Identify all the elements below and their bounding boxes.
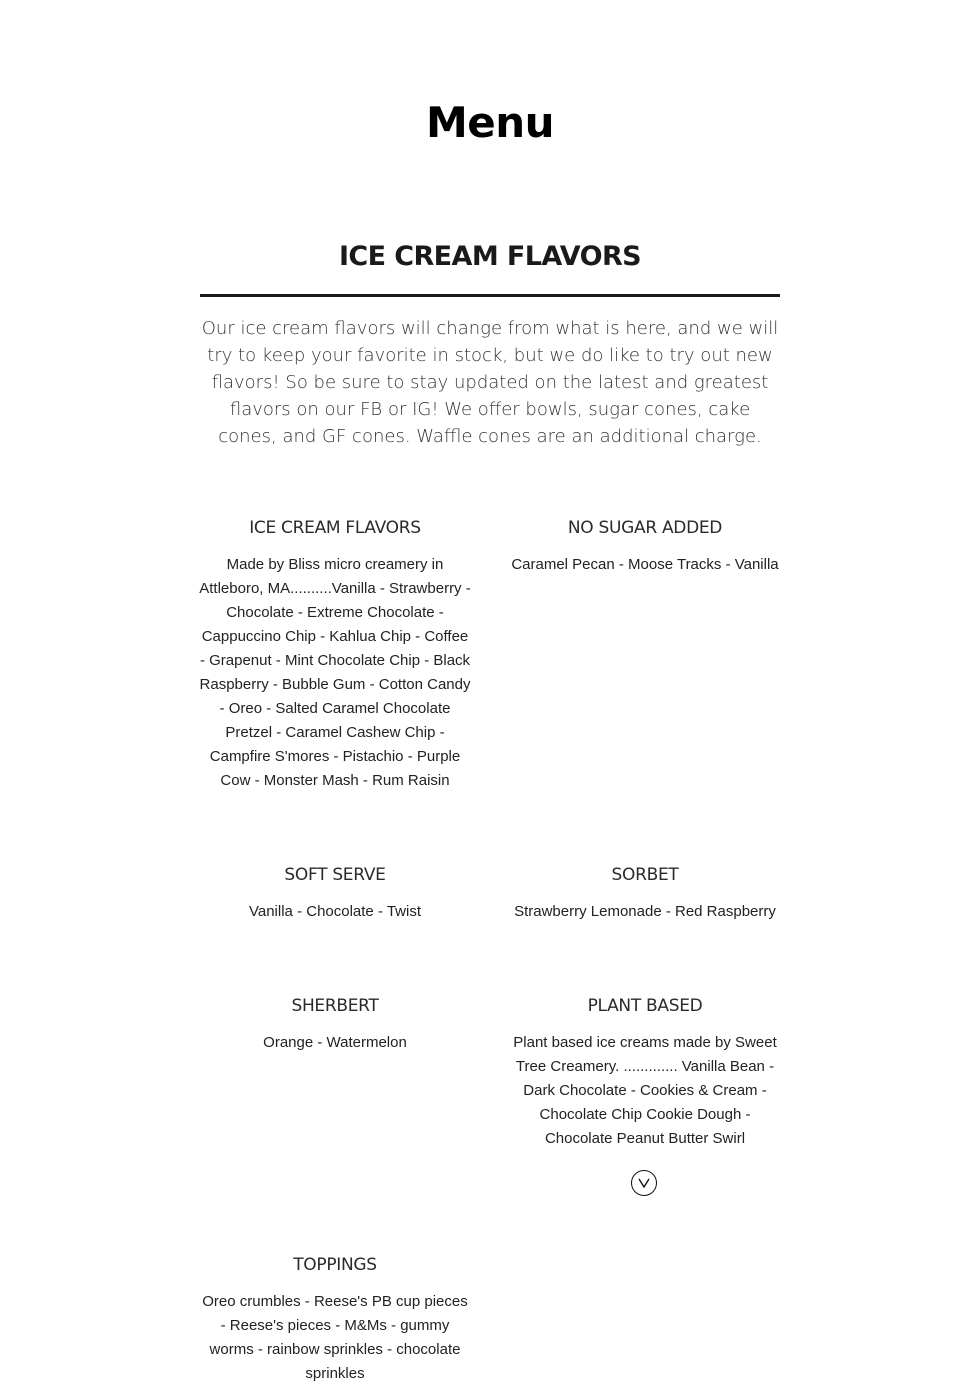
- category-description: Made by Bliss micro creamery in Attleboro, MA..........Vanilla - Strawberry - Chocolate - Extreme Chocolate - Cappuccino Chip - Kahlua Chip - Coffee - Grapenut - Mint Chocolate Chip - Black Raspberry - Bubble Gum - Cotton Candy - Oreo - Salted Caramel Chocolate Pretzel - Caramel Cashew Chip - Campfire S'mores - Pistachio - Purple Cow - Monster Mash - Rum Raisin: [199, 556, 471, 789]
- category-description: Oreo crumbles - Reese's PB cup pieces - Reese's pieces - M&Ms - gummy worms - rainbow sprinkles - chocolate sprinkles: [202, 1293, 468, 1382]
- category-soft-serve: [199, 864, 471, 924]
- category-title: ICE CREAM FLAVORS: [249, 518, 421, 538]
- category-title: SHERBERT: [291, 996, 379, 1016]
- category-description: Plant based ice creams made by Sweet Tree Creamery. ............. Vanilla Bean - Dark Chocolate - Cookies & Cream - Chocolate Chip Cookie Dough - Chocolate Peanut Butter Swirl: [513, 1034, 777, 1147]
- category-title: TOPPINGS: [293, 1255, 377, 1275]
- section-divider: [200, 294, 780, 297]
- section-title: ICE CREAM FLAVORS: [338, 241, 642, 272]
- category-ice-cream-flavors: [199, 517, 471, 793]
- category-title: NO SUGAR ADDED: [567, 518, 723, 538]
- category-description: Caramel Pecan - Moose Tracks - Vanilla: [511, 556, 779, 573]
- category-no-sugar-added: [509, 517, 781, 577]
- category-plant-based: [509, 995, 781, 1151]
- category-title: SORBET: [611, 865, 679, 885]
- category-description: Vanilla - Chocolate - Twist: [248, 903, 422, 920]
- category-title: SOFT SERVE: [284, 865, 386, 885]
- category-sherbert: [199, 995, 471, 1055]
- section-intro: Our ice cream flavors will change from what is here, and we will try to keep your favorite in stock, but we do like to try out new flavors! So be sure to stay updated on the latest and greatest flavors on our FB or IG! We offer bowls, sugar cones, cake cones, and GF cones. Waffle cones are an additional charge.: [201, 318, 779, 447]
- category-description: Strawberry Lemonade - Red Raspberry: [514, 903, 776, 920]
- chevron-down-icon: [638, 1178, 650, 1188]
- expand-button[interactable]: [631, 1170, 657, 1196]
- category-description: Orange - Watermelon: [263, 1034, 407, 1051]
- category-sorbet: [509, 864, 781, 924]
- category-toppings: [199, 1254, 471, 1386]
- category-title: PLANT BASED: [587, 996, 703, 1016]
- page-title: Menu: [425, 98, 555, 147]
